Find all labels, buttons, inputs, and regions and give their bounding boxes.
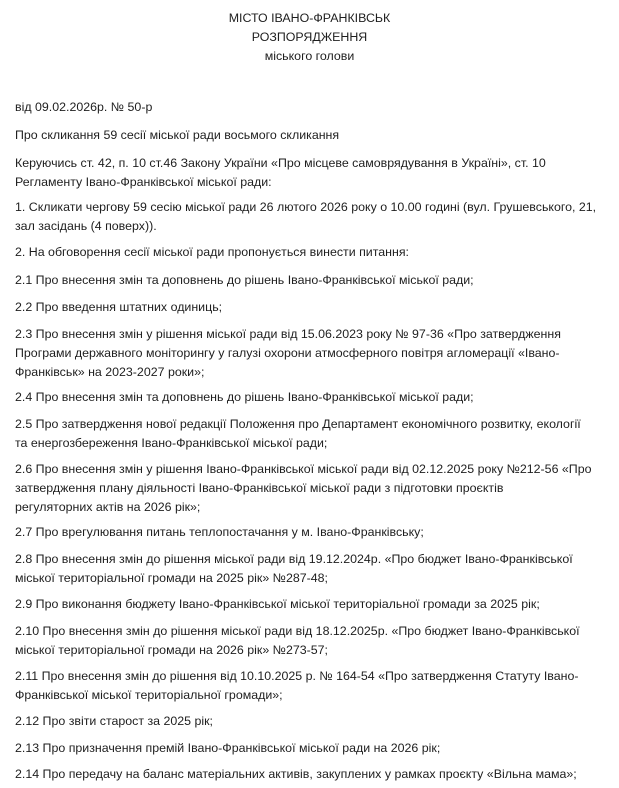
agenda-item-2-12 [15,712,607,731]
preamble-paragraph [15,154,607,192]
agenda-item-line: затвердження плану діяльності Івано-Франківської міської ради з підготовки проєктів [15,481,504,495]
agenda-item-line: Франківської міської територіальної громади»; [15,688,283,702]
agenda-item-line: 2.11 Про внесення змін до рішення від 10.10.2025 р. № 164-54 «Про затвердження Статуту Івано- [15,669,579,683]
date-line: від 09.02.2026р. № 50-р [15,100,153,114]
agenda-item-line: та енергозбереження Івано-Франківської міської ради; [15,436,328,450]
agenda-item-line: 2.3 Про внесення змін у рішення міської ради від 15.06.2023 року № 97-36 «Про затвердження [15,327,561,341]
agenda-item-2-9 [15,595,607,614]
agenda-item-line: регуляторних актів на 2026 рік»; [15,500,201,514]
agenda-item-line: 2.12 Про звіти старост за 2025 рік; [15,714,213,728]
agenda-item-2-7 [15,523,607,542]
subject-line: Про скликання 59 сесії міської ради восьмого скликання [15,128,340,142]
agenda-item-2-8 [15,550,607,588]
document-type-heading: РОЗПОРЯДЖЕННЯ [251,30,368,44]
agenda-item-line: 2.2 Про введення штатних одиниць; [15,300,223,314]
agenda-item-2-4 [15,388,607,407]
agenda-item-line: 2.14 Про передачу на баланс матеріальних активів, закуплених у рамках проєкту «Вільна мама»; [15,767,577,781]
agenda-item-line: 2.8 Про внесення змін до рішення міської ради від 19.12.2024р. «Про бюджет Івано-Франківської [15,552,573,566]
agenda-item-line: Франківськ» на 2023-2027 роки»; [15,365,205,379]
agenda-item-line: 2.4 Про внесення змін та доповнень до рішень Івано-Франківської міської ради; [15,390,474,404]
agenda-item-2-3 [15,325,607,382]
agenda-item-line: 2.5 Про затвердження нової редакції Положення про Департамент економічного розвитку, екології [15,417,581,431]
agenda-item-line: 2.6 Про внесення змін у рішення Івано-Франківської міської ради від 02.12.2025 року №212-56 «Про [15,462,592,476]
item-1-line: 1. Скликати чергову 59 сесію міської ради 26 лютого 2026 року о 10.00 годині (вул. Грушевського, 21, [15,200,597,214]
agenda-item-2-1 [15,271,607,290]
agenda-item-line: 2.10 Про внесення змін до рішення міської ради від 18.12.2025р. «Про бюджет Івано-Франківської [15,624,580,638]
agenda-item-2-14 [15,765,607,784]
preamble-line: Регламенту Івано-Франківської міської ради: [15,175,272,189]
agenda-item-2-5 [15,415,607,453]
agenda-item-2-13 [15,739,607,758]
item-1-paragraph [15,198,607,236]
document-header [0,9,619,66]
agenda-item-line: міської територіальної громади на 2026 рік» №273-57; [15,643,328,657]
agenda-item-line: Програми державного моніторингу у галузі охорони атмосферного повітря агломерації «Івано- [15,346,560,360]
agenda-item-2-10 [15,622,607,660]
agenda-item-line: 2.13 Про призначення премій Івано-Франківської міської ради на 2026 рік; [15,741,441,755]
preamble-line: Керуючись ст. 42, п. 10 ст.46 Закону України «Про місцеве самоврядування в Україні», ст. 10 [15,156,546,170]
issuer-heading: міського голови [264,49,355,63]
agenda-item-2-6 [15,460,607,517]
item-2-heading: 2. На обговорення сесії міської ради пропонується винести питання: [15,245,409,259]
agenda-item-2-11 [15,667,607,705]
agenda-item-line: 2.9 Про виконання бюджету Івано-Франківської міської територіальної громади за 2025 рік; [15,597,540,611]
agenda-item-line: міської територіальної громади на 2025 рік» №287-48; [15,571,328,585]
item-1-line: зал засідань (4 поверх)). [15,219,157,233]
agenda-item-line: 2.7 Про врегулювання питань теплопостачання у м. Івано-Франківську; [15,525,424,539]
agenda-item-line: 2.1 Про внесення змін та доповнень до рішень Івано-Франківської міської ради; [15,273,474,287]
agenda-item-2-2 [15,298,607,317]
city-heading: МІСТО ІВАНО-ФРАНКІВСЬК [228,11,391,25]
